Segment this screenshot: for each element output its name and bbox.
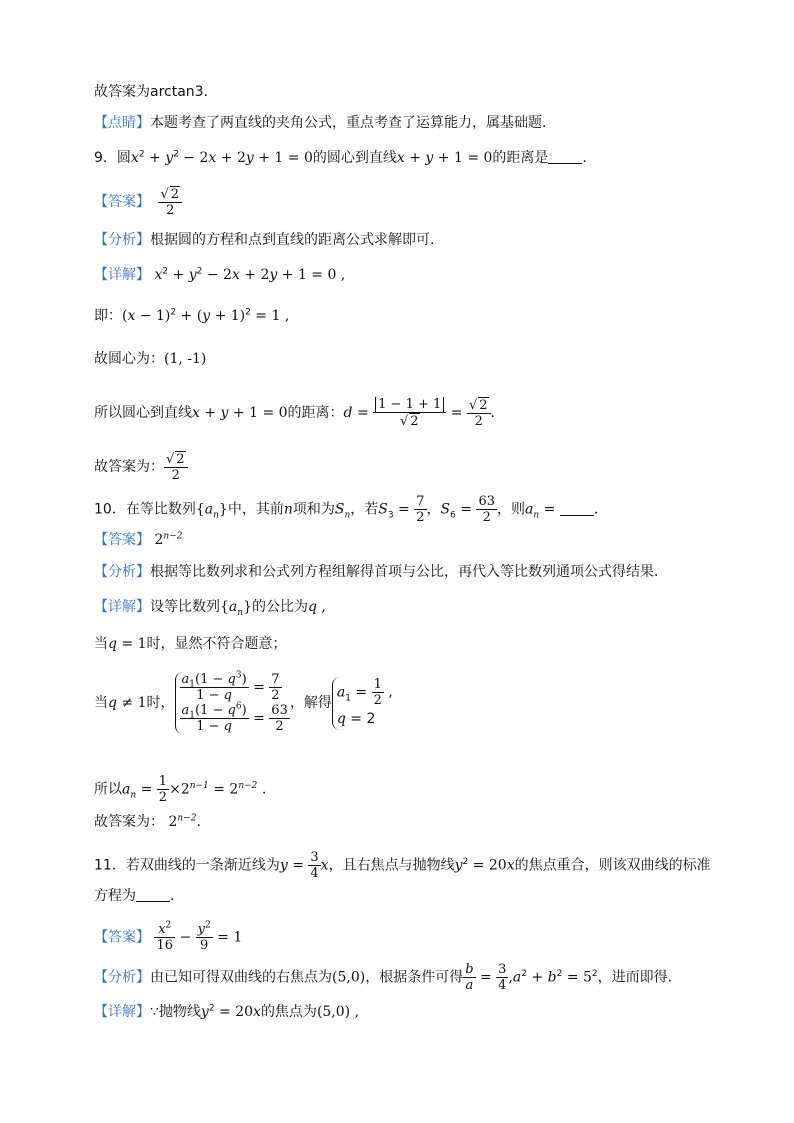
distance-line: 所以圆心到直线x + y + 1 = 0的距离：d = $\frac{1 - 1 + 1}{√ 2}$ = $\frac{√ 2}{2}$ .: [94, 397, 495, 429]
final-answer-line: 故答案为： $\frac{√ 2}{2}$: [94, 451, 188, 483]
question-11: 11．若双曲线的一条渐近线为y = $\frac{3}{4}$ x，且右焦点与抛物线$y^2 = 20x$的焦点重合，则该双曲线的标准: [94, 850, 711, 881]
final-answer-line: 故答案为： $2^{n-2}$.: [94, 813, 201, 830]
step-line: 即：$(x - 1)^2 + (y + 1)^2 = 1$ ,: [94, 307, 290, 324]
comment-line: 【点睛】本题考查了两直线的夹角公式，重点考查了运算能力，属基础题.: [94, 115, 547, 131]
answer-line: 【答案】 $\frac{x^2}{16}$ − $\frac{y^2}{9}$ = 1: [94, 920, 243, 953]
question-9: 9．圆$x^2 + y^2 - 2x + 2y + 1 = 0$的圆心到直线x + y + 1 = 0的距离是 ．: [94, 149, 597, 166]
answer-blank: [560, 501, 594, 516]
dianjing-tag: 【点睛】: [94, 115, 150, 131]
answer-blank: [136, 887, 170, 902]
question-11-cont: 方程为 ．: [94, 888, 184, 904]
answer-line: 【答案】 $\frac{√ 2}{2}$: [94, 186, 182, 218]
question-10: 10．在等比数列$\{a_n\}$中，其前n项和为$S_n$，若$S_3$ = $\frac{7}{2}$ ，$S_6$ = $\frac{63}{2}$ ，则$a_n$ = ．: [94, 494, 608, 525]
center-line: 故圆心为：(1, -1): [94, 351, 207, 367]
text-line: 故答案为arctan3.: [94, 84, 209, 100]
answer-blank: [548, 149, 582, 164]
detail-line: 【详解】∵抛物线$y^2 = 20x$的焦点为(5,0) ,: [94, 1003, 360, 1020]
case-line: 当q = 1时，显然不符合题意；: [94, 636, 287, 652]
analysis-line: 【分析】由已知可得双曲线的右焦点为(5,0)，根据条件可得 $\frac{b}{a}$ = $\frac{3}{4}$ $,a^2 + b^2 = 5^2$，进而即得.: [94, 962, 673, 993]
result-line: 所以$a_n$ = $\frac{1}{2}$ $\times 2^{n-1} = 2^{n-2}$ .: [94, 774, 267, 805]
answer-line: 【答案】 $2^{n-2}$: [94, 531, 183, 548]
detail-line: 【详解】 $x^2 + y^2 - 2x + 2y + 1 = 0$ ,: [94, 266, 346, 283]
analysis-line: 【分析】根据等比数列求和公式列方程组解得首项与公比，再代入等比数列通项公式得结果.: [94, 564, 659, 580]
analysis-line: 【分析】根据圆的方程和点到直线的距离公式求解即可.: [94, 232, 435, 248]
case-system-line: 当q ≠ 1时， $\frac{a_1(1 - q^3)}{1 - q}$ = $\frac{7}{2}$ $\frac{a_1(1 - q^6)}{1 - q}$ = $\frac{63}{2}$ ，解得 $a_1$ = $\frac{1}{2}$ , q = 2: [94, 670, 393, 734]
detail-line: 【详解】设等比数列$\{a_n\}$的公比为q ,: [94, 599, 326, 618]
